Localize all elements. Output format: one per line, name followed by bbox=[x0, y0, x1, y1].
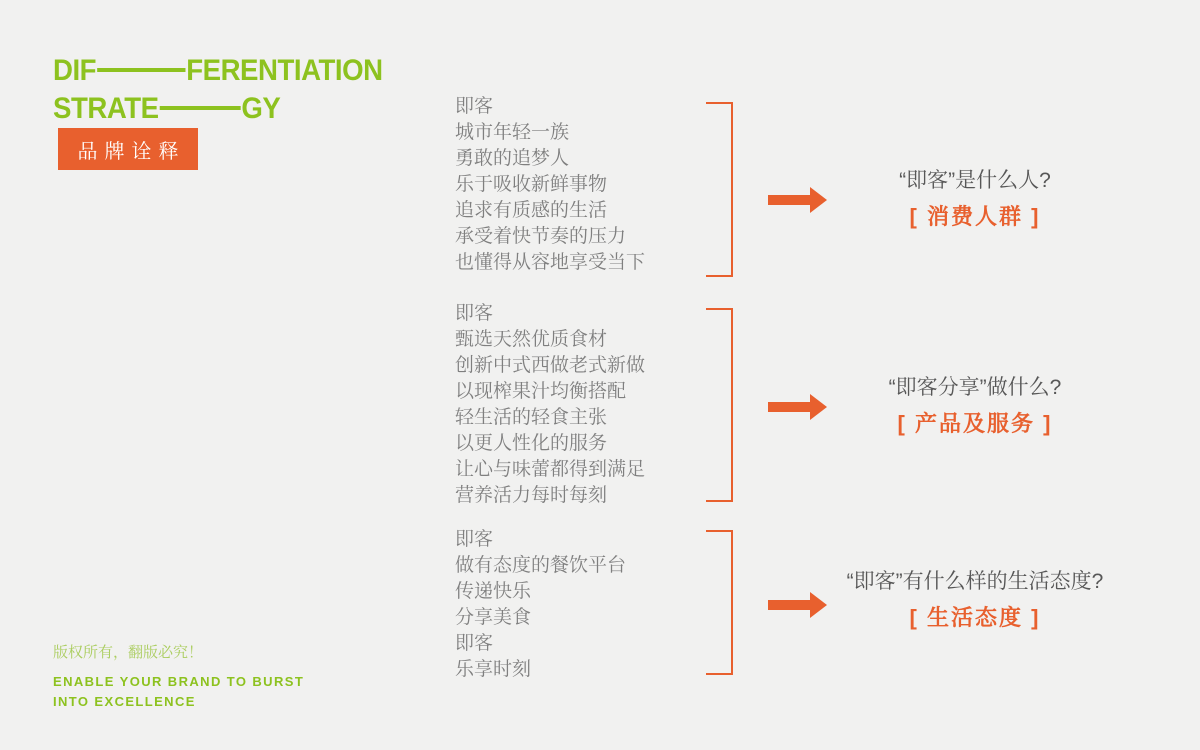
text-line: 即客 bbox=[455, 529, 494, 550]
text-line: 乐享时刻 bbox=[455, 659, 532, 680]
bracket-2 bbox=[706, 308, 733, 502]
text-line: 以现榨果汁均衡搭配 bbox=[455, 381, 627, 402]
text-line: 追求有质感的生活 bbox=[455, 200, 608, 221]
text-line: 以更人性化的服务 bbox=[455, 433, 608, 454]
category-label: [ 生活态度 ] bbox=[909, 605, 1041, 630]
text-line: 即客 bbox=[455, 633, 494, 654]
product-service-text-list bbox=[455, 301, 645, 509]
category-label: [ 消费人群 ] bbox=[909, 204, 1041, 229]
text-line: 做有态度的餐饮平台 bbox=[455, 555, 627, 576]
title-line-1 bbox=[53, 52, 383, 90]
text-line: 让心与味蕾都得到满足 bbox=[455, 459, 646, 480]
title-line-2 bbox=[53, 90, 383, 128]
life-attitude-text-list bbox=[455, 527, 626, 683]
text-line: 创新中式西做老式新做 bbox=[455, 355, 646, 376]
text-line: 分享美食 bbox=[455, 607, 532, 628]
text-line: 传递快乐 bbox=[455, 581, 532, 602]
text-line: 也懂得从容地享受当下 bbox=[455, 252, 646, 273]
page-title bbox=[53, 52, 383, 128]
title-line2-pre: STRATE bbox=[53, 92, 159, 125]
footer bbox=[53, 641, 304, 712]
text-line: 即客 bbox=[455, 96, 494, 117]
question-text: “即客”是什么人? bbox=[899, 169, 1051, 192]
title-line1-post: FERENTIATION bbox=[186, 54, 383, 87]
qa-block-attitude bbox=[775, 568, 1175, 632]
title-line1-pre: DIF bbox=[53, 54, 97, 87]
title-connector-line bbox=[97, 68, 185, 72]
bracket-3 bbox=[706, 530, 733, 675]
text-line: 即客 bbox=[455, 303, 494, 324]
text-line: 承受着快节奏的压力 bbox=[455, 226, 627, 247]
qa-block-product bbox=[775, 374, 1175, 438]
tagline-line-1: ENABLE YOUR BRAND TO BURST bbox=[53, 674, 305, 689]
tagline bbox=[53, 672, 304, 712]
tagline-line-2: INTO EXCELLENCE bbox=[53, 694, 196, 709]
text-line: 城市年轻一族 bbox=[455, 122, 570, 143]
question-text: “即客分享”做什么? bbox=[888, 376, 1062, 399]
title-line2-post: GY bbox=[241, 92, 281, 125]
bracket-1 bbox=[706, 102, 733, 277]
text-line: 轻生活的轻食主张 bbox=[455, 407, 608, 428]
copyright-text: 版权所有，翻版必究！ bbox=[53, 644, 204, 661]
brand-interpretation-badge: 品牌诠释 bbox=[58, 128, 198, 170]
text-line: 乐于吸收新鲜事物 bbox=[455, 174, 608, 195]
text-line: 勇敢的追梦人 bbox=[455, 148, 570, 169]
qa-block-consumer bbox=[775, 167, 1175, 231]
question-text: “即客”有什么样的生活态度? bbox=[846, 570, 1104, 593]
consumer-group-text-list bbox=[455, 94, 645, 276]
text-line: 营养活力每时每刻 bbox=[455, 485, 608, 506]
category-label: [ 产品及服务 ] bbox=[897, 411, 1053, 436]
title-connector-line bbox=[160, 106, 241, 110]
text-line: 甄选天然优质食材 bbox=[455, 329, 608, 350]
